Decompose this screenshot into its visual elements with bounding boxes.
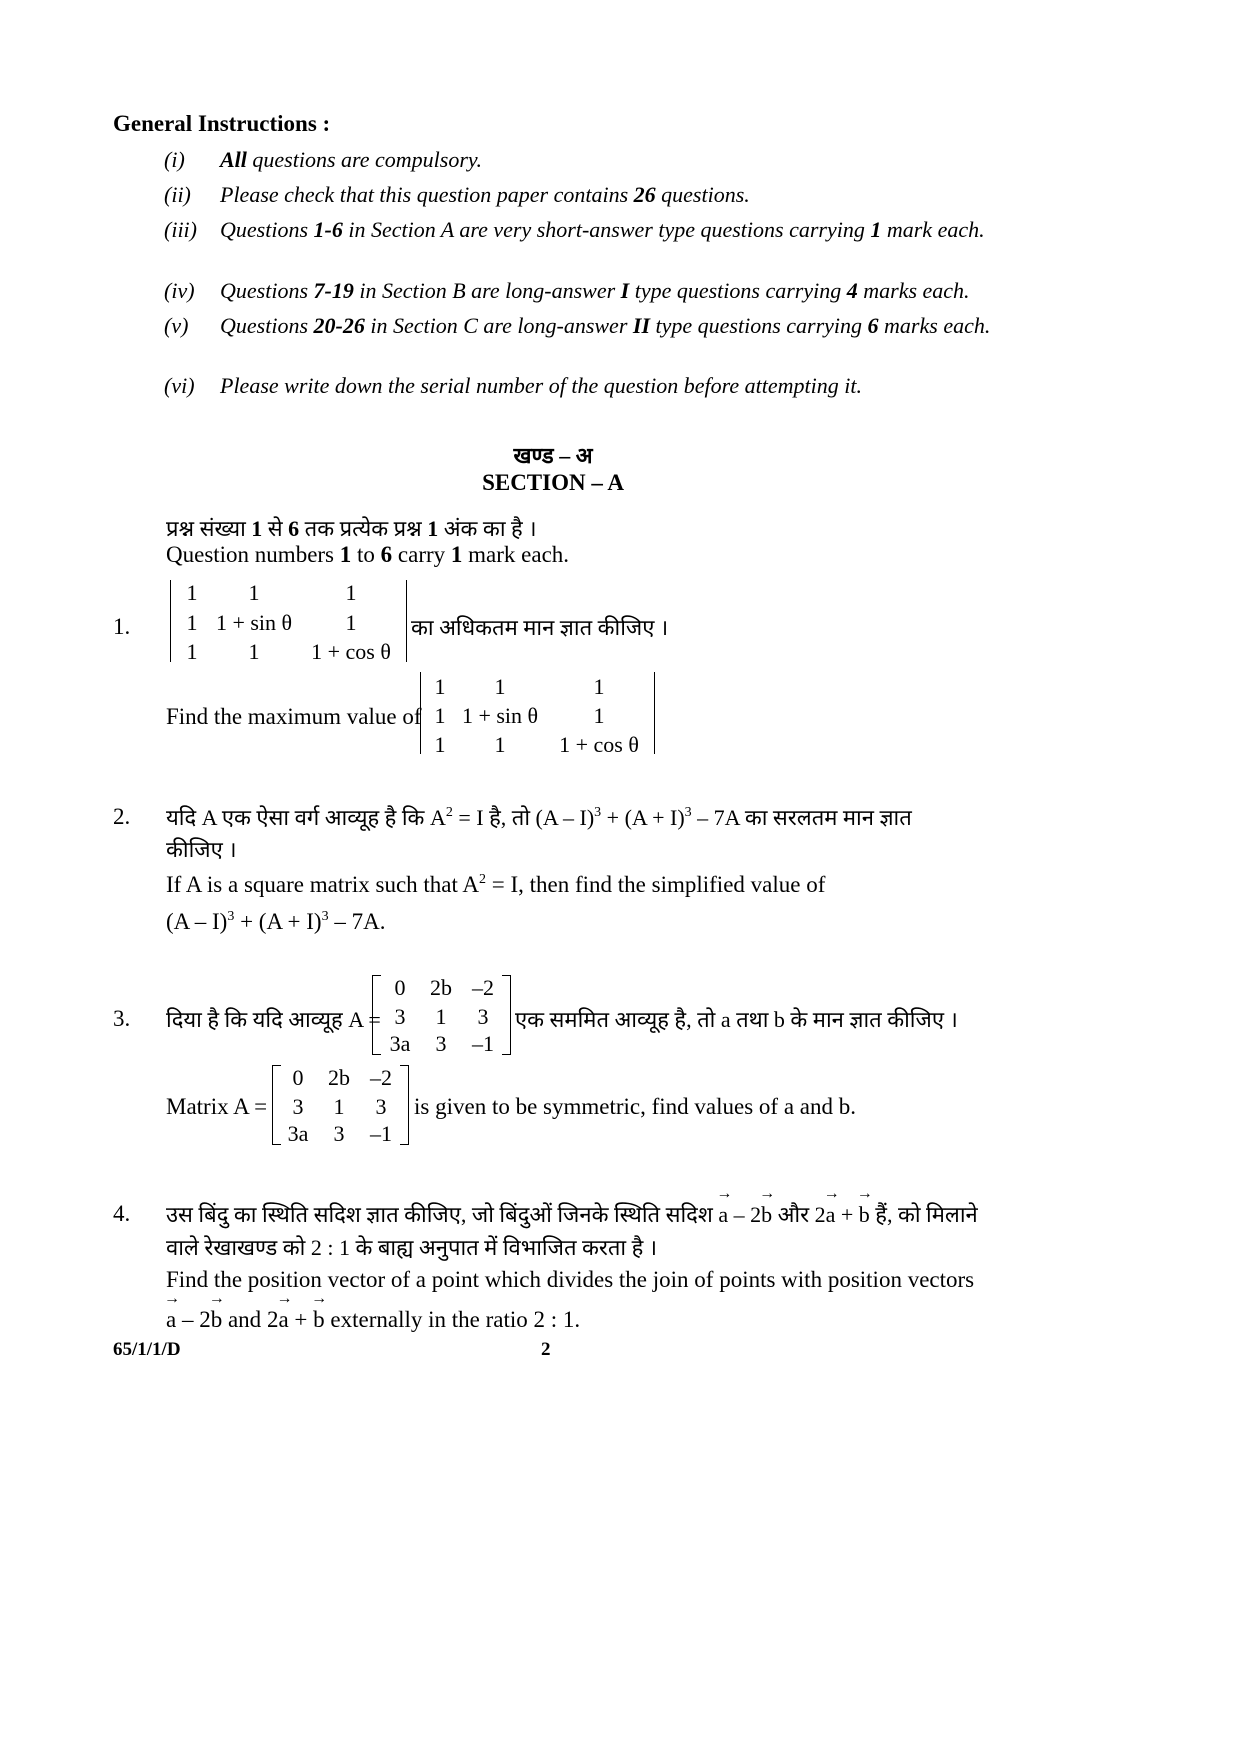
page-number: 2 [541, 1339, 551, 1360]
question-number: 1. [113, 614, 131, 639]
question-hindi-text: का अधिकतम मान ज्ञात कीजिए । [411, 615, 669, 640]
instruction-item: (ii) Please check that this question paper contains 26 questions. [164, 182, 750, 207]
question-hindi-text-cont: कीजिए । [166, 837, 237, 862]
section-note: Question numbers 1 to 6 carry 1 mark each. [166, 542, 570, 567]
question-english-text-cont: → a – 2→ b and 2→ a + → b externally in the ratio 2 : 1. [166, 1307, 580, 1333]
question-hindi-text: यदि A एक ऐसा वर्ग आव्यूह है कि $A^2 = I$ है, तो $(A - I)^3 + (A + I)^3 - 7A$ का सरलतम मान ज्ञात [166, 805, 912, 830]
section-hindi-note: प्रश्न संख्या 1 से 6 तक प्रत्येक प्रश्न 1 अंक का है । [166, 516, 537, 541]
matrix-english: 0 2b –2 3 1 3 3a 3 –1 [272, 1065, 410, 1145]
instructions-heading: General Instructions : [113, 111, 331, 136]
question-number: 2. [113, 804, 131, 829]
paper-code: 65/1/1/D [113, 1339, 181, 1360]
question-number: 4. [113, 1201, 131, 1226]
matrix-hindi: 0 2b –2 3 1 3 3a 3 –1 [372, 975, 512, 1055]
determinant-hindi: 1 1 1 1 1 + sin θ 1 1 1 1 + cos θ [170, 580, 410, 662]
question-english-text: is given to be symmetric, find values of a and b. [414, 1094, 857, 1119]
instruction-item: (vi) Please write down the serial number of the question before attempting it. [164, 373, 862, 398]
question-hindi-text: उस बिंदु का स्थिति सदिश ज्ञात कीजिए, जो बिंदुओं जिनके स्थिति सदिश → a – 2→ b और 2→ a + → b हैं, को मिलाने [166, 1199, 978, 1229]
question-english-text: Find the maximum value of [166, 704, 422, 729]
determinant-english: 1 1 1 1 1 + sin θ 1 1 1 1 + cos θ [420, 672, 656, 754]
instruction-item: (iv) Questions 7-19 in Section B are long-answer I type questions carrying 4 marks each. [164, 278, 970, 303]
question-english-text: Matrix A = [166, 1094, 268, 1119]
section-hindi-title: खण्ड – अ [513, 443, 593, 468]
question-hindi-text: दिया है कि यदि आव्यूह A = [166, 1007, 381, 1032]
instruction-item: (v) Questions 20-26 in Section C are long-answer II type questions carrying 6 marks each. [164, 313, 991, 338]
question-hindi-text-cont: वाले रेखाखण्ड को 2 : 1 के बाह्य अनुपात में विभाजित करता है । [166, 1235, 658, 1260]
instruction-item: (iii) Questions 1-6 in Section A are very short-answer type questions carrying 1 mark each. [164, 217, 985, 242]
question-english-text: If A is a square matrix such that $A^2 = I$, then find the simplified value of [166, 872, 826, 897]
question-english-text-cont: $(A - I)^3 + (A + I)^3 - 7A$. [166, 909, 386, 934]
instruction-item: (i) All questions are compulsory. [164, 147, 482, 172]
question-english-text: Find the position vector of a point which divides the join of points with position vectors [166, 1267, 975, 1292]
question-number: 3. [113, 1006, 131, 1031]
question-hindi-text: एक सममित आव्यूह है, तो a तथा b के मान ज्ञात कीजिए । [515, 1007, 958, 1032]
section-title: SECTION – A [482, 470, 624, 495]
